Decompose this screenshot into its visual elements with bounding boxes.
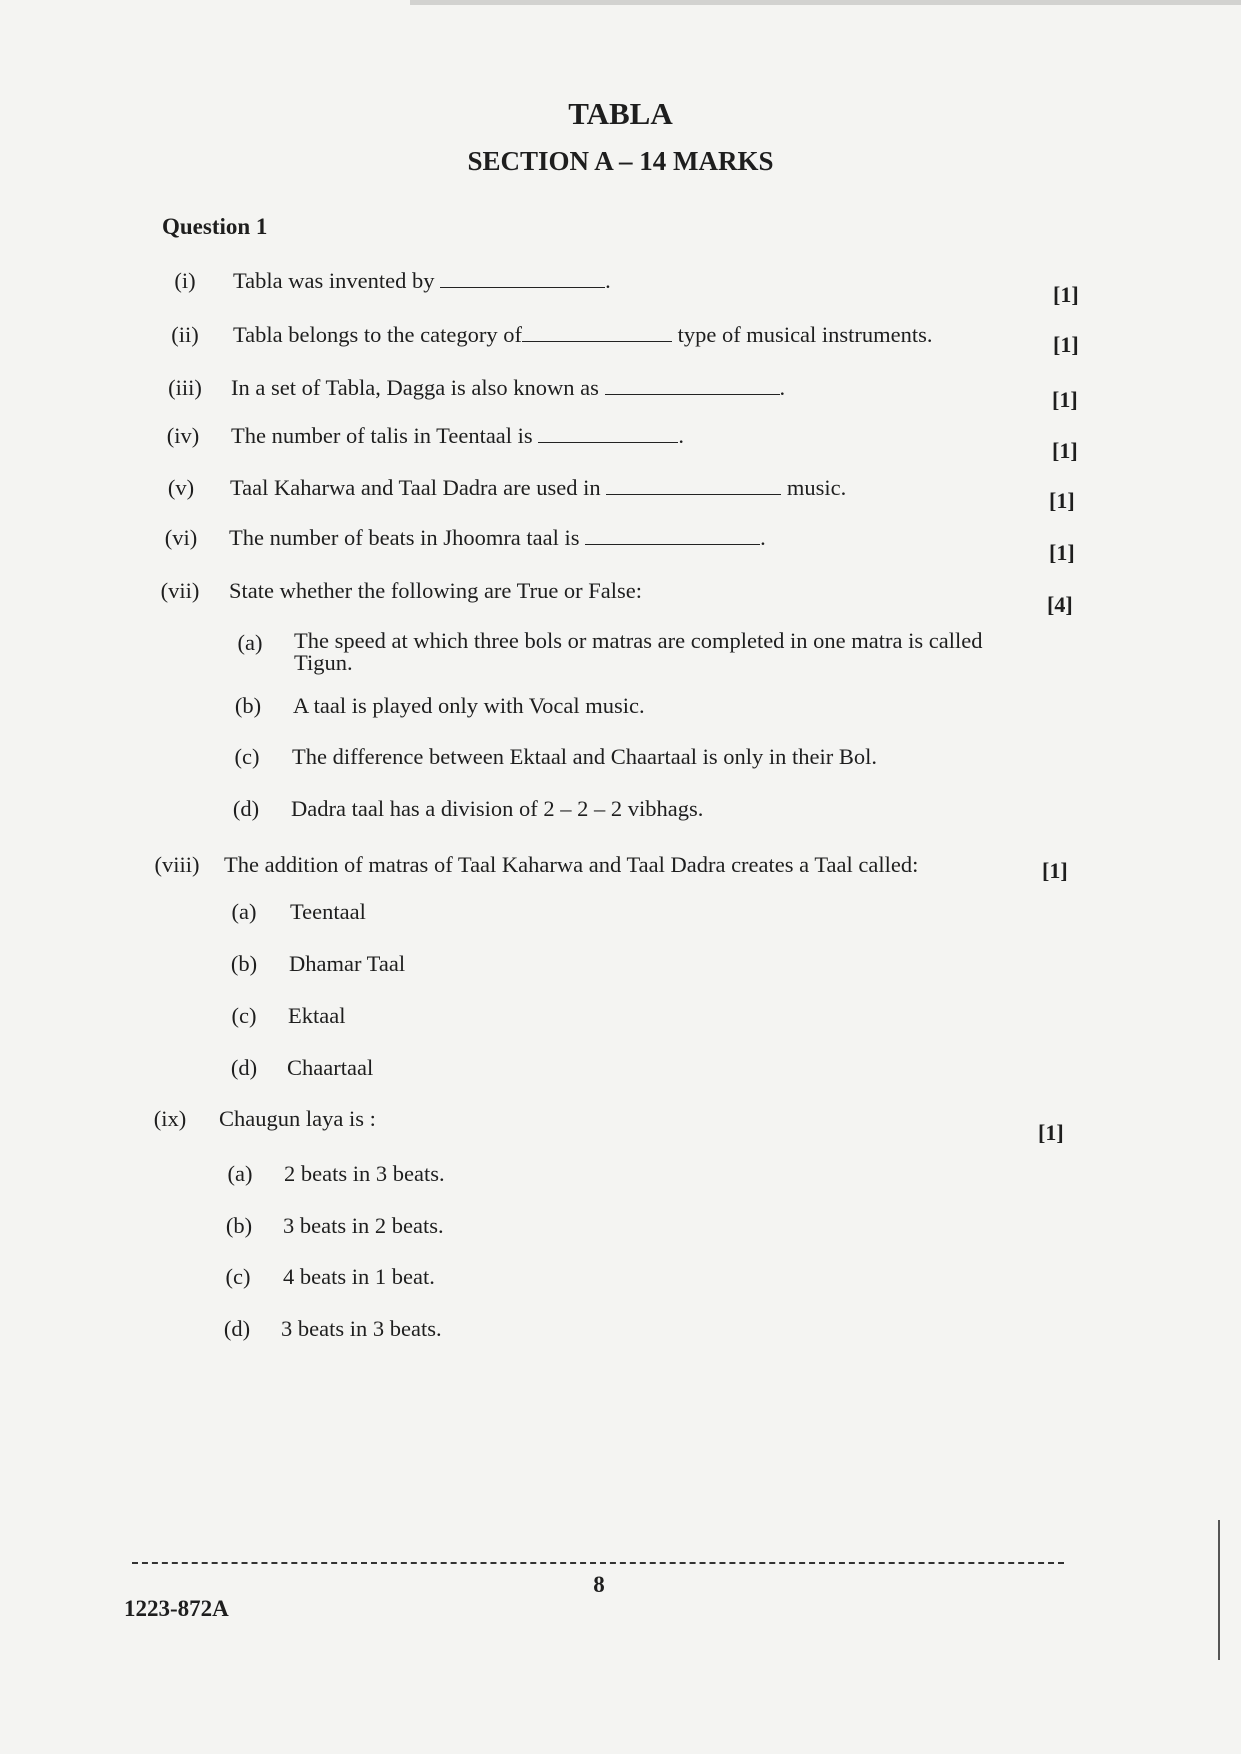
option-label: (b) [225, 1213, 253, 1238]
item-text-before: In a set of Tabla, Dagga is also known as [231, 375, 599, 400]
marks-label: [1] [1052, 387, 1078, 412]
question-item [0, 578, 1241, 617]
option-text: A taal is played only with Vocal music. [293, 693, 645, 718]
item-text-after: . [678, 423, 684, 448]
item-text: State whether the following are True or False: [229, 578, 643, 603]
item-number: (ix) [153, 1106, 187, 1131]
item-text-before: Tabla belongs to the category of [233, 322, 522, 347]
question-heading: Question 1 [162, 214, 268, 239]
item-text [233, 268, 611, 294]
option-label: (c) [225, 1264, 251, 1289]
item-number: (viii) [154, 852, 200, 877]
subject-title: TABLA [568, 96, 673, 131]
option-label: (d) [232, 796, 260, 821]
question-item [0, 525, 1241, 565]
option-text: Dhamar Taal [289, 951, 406, 976]
item-text [231, 423, 684, 449]
item-text: Chaugun laya is : [219, 1106, 376, 1131]
option-label: (c) [234, 744, 260, 769]
marks-label: [1] [1049, 488, 1075, 513]
marks-label: [1] [1052, 438, 1078, 463]
question-item [0, 268, 1241, 307]
marks-label: [4] [1047, 592, 1073, 617]
option-text: 4 beats in 1 beat. [283, 1264, 435, 1289]
item-text-after: . [760, 525, 766, 550]
option-label: (a) [227, 1161, 253, 1186]
paper-code: 1223-872A [124, 1596, 229, 1621]
option-text: Dadra taal has a division of 2 – 2 – 2 vibhags. [291, 796, 704, 821]
option-text: 2 beats in 3 beats. [284, 1161, 445, 1186]
item-number: (vi) [164, 525, 198, 550]
item-text-after: . [605, 268, 611, 293]
page-number: 8 [593, 1572, 605, 1597]
item-text-after: . [779, 375, 786, 400]
question-item [0, 475, 1241, 513]
item-number: (vii) [160, 578, 200, 603]
item-number: (iii) [168, 375, 202, 400]
item-text-before: Taal Kaharwa and Taal Dadra are used in [230, 475, 601, 500]
marks-label: [1] [1053, 332, 1079, 357]
item-number: (i) [174, 268, 196, 293]
question-item [0, 375, 1241, 412]
option-label: (d) [223, 1316, 251, 1341]
item-number: (v) [167, 475, 195, 500]
item-text [233, 322, 933, 348]
item-text: The addition of matras of Taal Kaharwa and Taal Dadra creates a Taal called: [224, 852, 919, 877]
scan-top-edge [410, 0, 1241, 5]
marks-label: [1] [1049, 540, 1075, 565]
scan-right-edge [1218, 1520, 1220, 1660]
answer-blank [605, 376, 780, 395]
marks-label: [1] [1038, 1120, 1064, 1145]
option-text: 3 beats in 2 beats. [283, 1213, 444, 1238]
section-title: SECTION A – 14 MARKS [467, 146, 774, 176]
option-label: (d) [230, 1055, 258, 1080]
item-text-before: The number of talis in Teentaal is [231, 423, 533, 448]
item-number: (iv) [166, 423, 200, 448]
answer-blank [440, 269, 605, 288]
option-label: (b) [234, 693, 262, 718]
option-text: 3 beats in 3 beats. [281, 1316, 442, 1341]
option-label: (a) [231, 899, 257, 924]
item-text-after: music. [786, 475, 847, 500]
item-text-before: The number of beats in Jhoomra taal is [229, 525, 580, 550]
question-item [0, 1106, 1241, 1145]
answer-blank [538, 424, 678, 443]
item-text [231, 375, 785, 401]
item-number: (ii) [171, 322, 199, 347]
option-label: (a) [237, 630, 263, 655]
option-text: Teentaal [290, 899, 366, 924]
answer-blank [606, 476, 781, 495]
answer-blank [522, 323, 672, 342]
option-text: The speed at which three bols or matras are completed in one matra is called Tigun. [294, 628, 983, 675]
item-text-after: type of musical instruments. [677, 322, 933, 347]
question-item [0, 852, 1241, 886]
footer-divider [132, 1562, 1064, 1564]
question-item [0, 322, 1241, 356]
option-text: The difference between Ektaal and Chaartaal is only in their Bol. [292, 744, 877, 769]
option-label: (b) [230, 951, 258, 976]
item-text [229, 525, 766, 551]
marks-label: [1] [1053, 282, 1079, 307]
option-label: (c) [231, 1003, 257, 1028]
marks-label: [1] [1042, 858, 1068, 883]
option-text: Chaartaal [287, 1055, 374, 1080]
item-text [230, 475, 846, 501]
answer-blank [585, 526, 760, 545]
item-text-before: Tabla was invented by [233, 268, 435, 293]
option-text: Ektaal [288, 1003, 346, 1028]
question-item [0, 423, 1241, 463]
